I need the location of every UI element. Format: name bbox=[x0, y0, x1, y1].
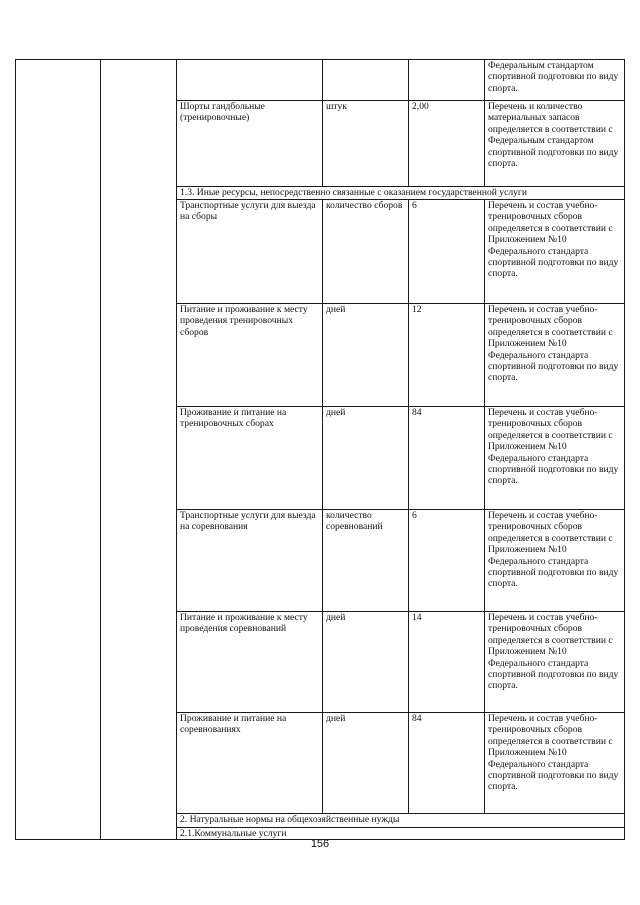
unit-cell: количество сборов bbox=[323, 200, 409, 304]
section-heading: 1.3. Иные ресурсы, непосредственно связанные с оказанием государственной услуги bbox=[177, 187, 625, 200]
resource-name-cell bbox=[177, 60, 323, 101]
resource-name-cell: Шорты гандбольные (тренировочные) bbox=[177, 101, 323, 187]
note-cell: Перечень и состав учебно-тренировочных сборов определяется в соответствии с Приложением №10 Федерального стандарта спортивной подготовки по виду спорта. bbox=[485, 200, 625, 304]
resource-name-cell: Проживание и питание на соревнованиях bbox=[177, 713, 323, 814]
section-heading: 2. Натуральные нормы на общехозяйственные нужды bbox=[177, 814, 625, 828]
value-cell: 12 bbox=[409, 304, 485, 407]
resource-name-cell: Транспортные услуги для выезда на соревнования bbox=[177, 510, 323, 612]
value-cell: 2,00 bbox=[409, 101, 485, 187]
section-heading: 2.1.Коммунальные услуги bbox=[177, 828, 625, 840]
resource-name-cell: Проживание и питание на тренировочных сборах bbox=[177, 407, 323, 510]
unit-cell: дней bbox=[323, 304, 409, 407]
page-number: 156 bbox=[310, 838, 330, 850]
value-cell: 14 bbox=[409, 612, 485, 713]
unit-cell: дней bbox=[323, 407, 409, 510]
unit-cell: дней bbox=[323, 612, 409, 713]
resource-name-cell: Питание и проживание к месту проведения тренировочных сборов bbox=[177, 304, 323, 407]
unit-cell: дней bbox=[323, 713, 409, 814]
value-cell: 84 bbox=[409, 713, 485, 814]
note-cell: Перечень и состав учебно-тренировочных сборов определяется в соответствии с Приложением №10 Федерального стандарта спортивной подготовки по виду спорта. bbox=[485, 612, 625, 713]
note-cell: Перечень и состав учебно-тренировочных сборов определяется в соответствии с Приложением №10 Федерального стандарта спортивной подготовки по виду спорта. bbox=[485, 304, 625, 407]
resource-name-cell: Транспортные услуги для выезда на сборы bbox=[177, 200, 323, 304]
value-cell: 6 bbox=[409, 510, 485, 612]
left-merged-cell-2 bbox=[101, 60, 177, 840]
note-cell: Федеральным стандартом спортивной подготовки по виду спорта. bbox=[485, 60, 625, 101]
note-cell: Перечень и состав учебно-тренировочных сборов определяется в соответствии с Приложением №10 Федерального стандарта спортивной подготовки по виду спорта. bbox=[485, 713, 625, 814]
left-merged-cell-1 bbox=[16, 60, 101, 840]
note-cell: Перечень и количество материальных запасов определяется в соответствии с Федеральным стандартом спортивной подготовки по виду спорта. bbox=[485, 101, 625, 187]
table-row bbox=[16, 60, 625, 101]
unit-cell: штук bbox=[323, 101, 409, 187]
note-cell: Перечень и состав учебно-тренировочных сборов определяется в соответствии с Приложением №10 Федерального стандарта спортивной подготовки по виду спорта. bbox=[485, 407, 625, 510]
value-cell: 6 bbox=[409, 200, 485, 304]
value-cell: 84 bbox=[409, 407, 485, 510]
unit-cell: количество соревнований bbox=[323, 510, 409, 612]
norms-table bbox=[15, 59, 625, 840]
unit-cell bbox=[323, 60, 409, 101]
note-cell: Перечень и состав учебно-тренировочных сборов определяется в соответствии с Приложением №10 Федерального стандарта спортивной подготовки по виду спорта. bbox=[485, 510, 625, 612]
resource-name-cell: Питание и проживание к месту проведения соревнований bbox=[177, 612, 323, 713]
value-cell bbox=[409, 60, 485, 101]
